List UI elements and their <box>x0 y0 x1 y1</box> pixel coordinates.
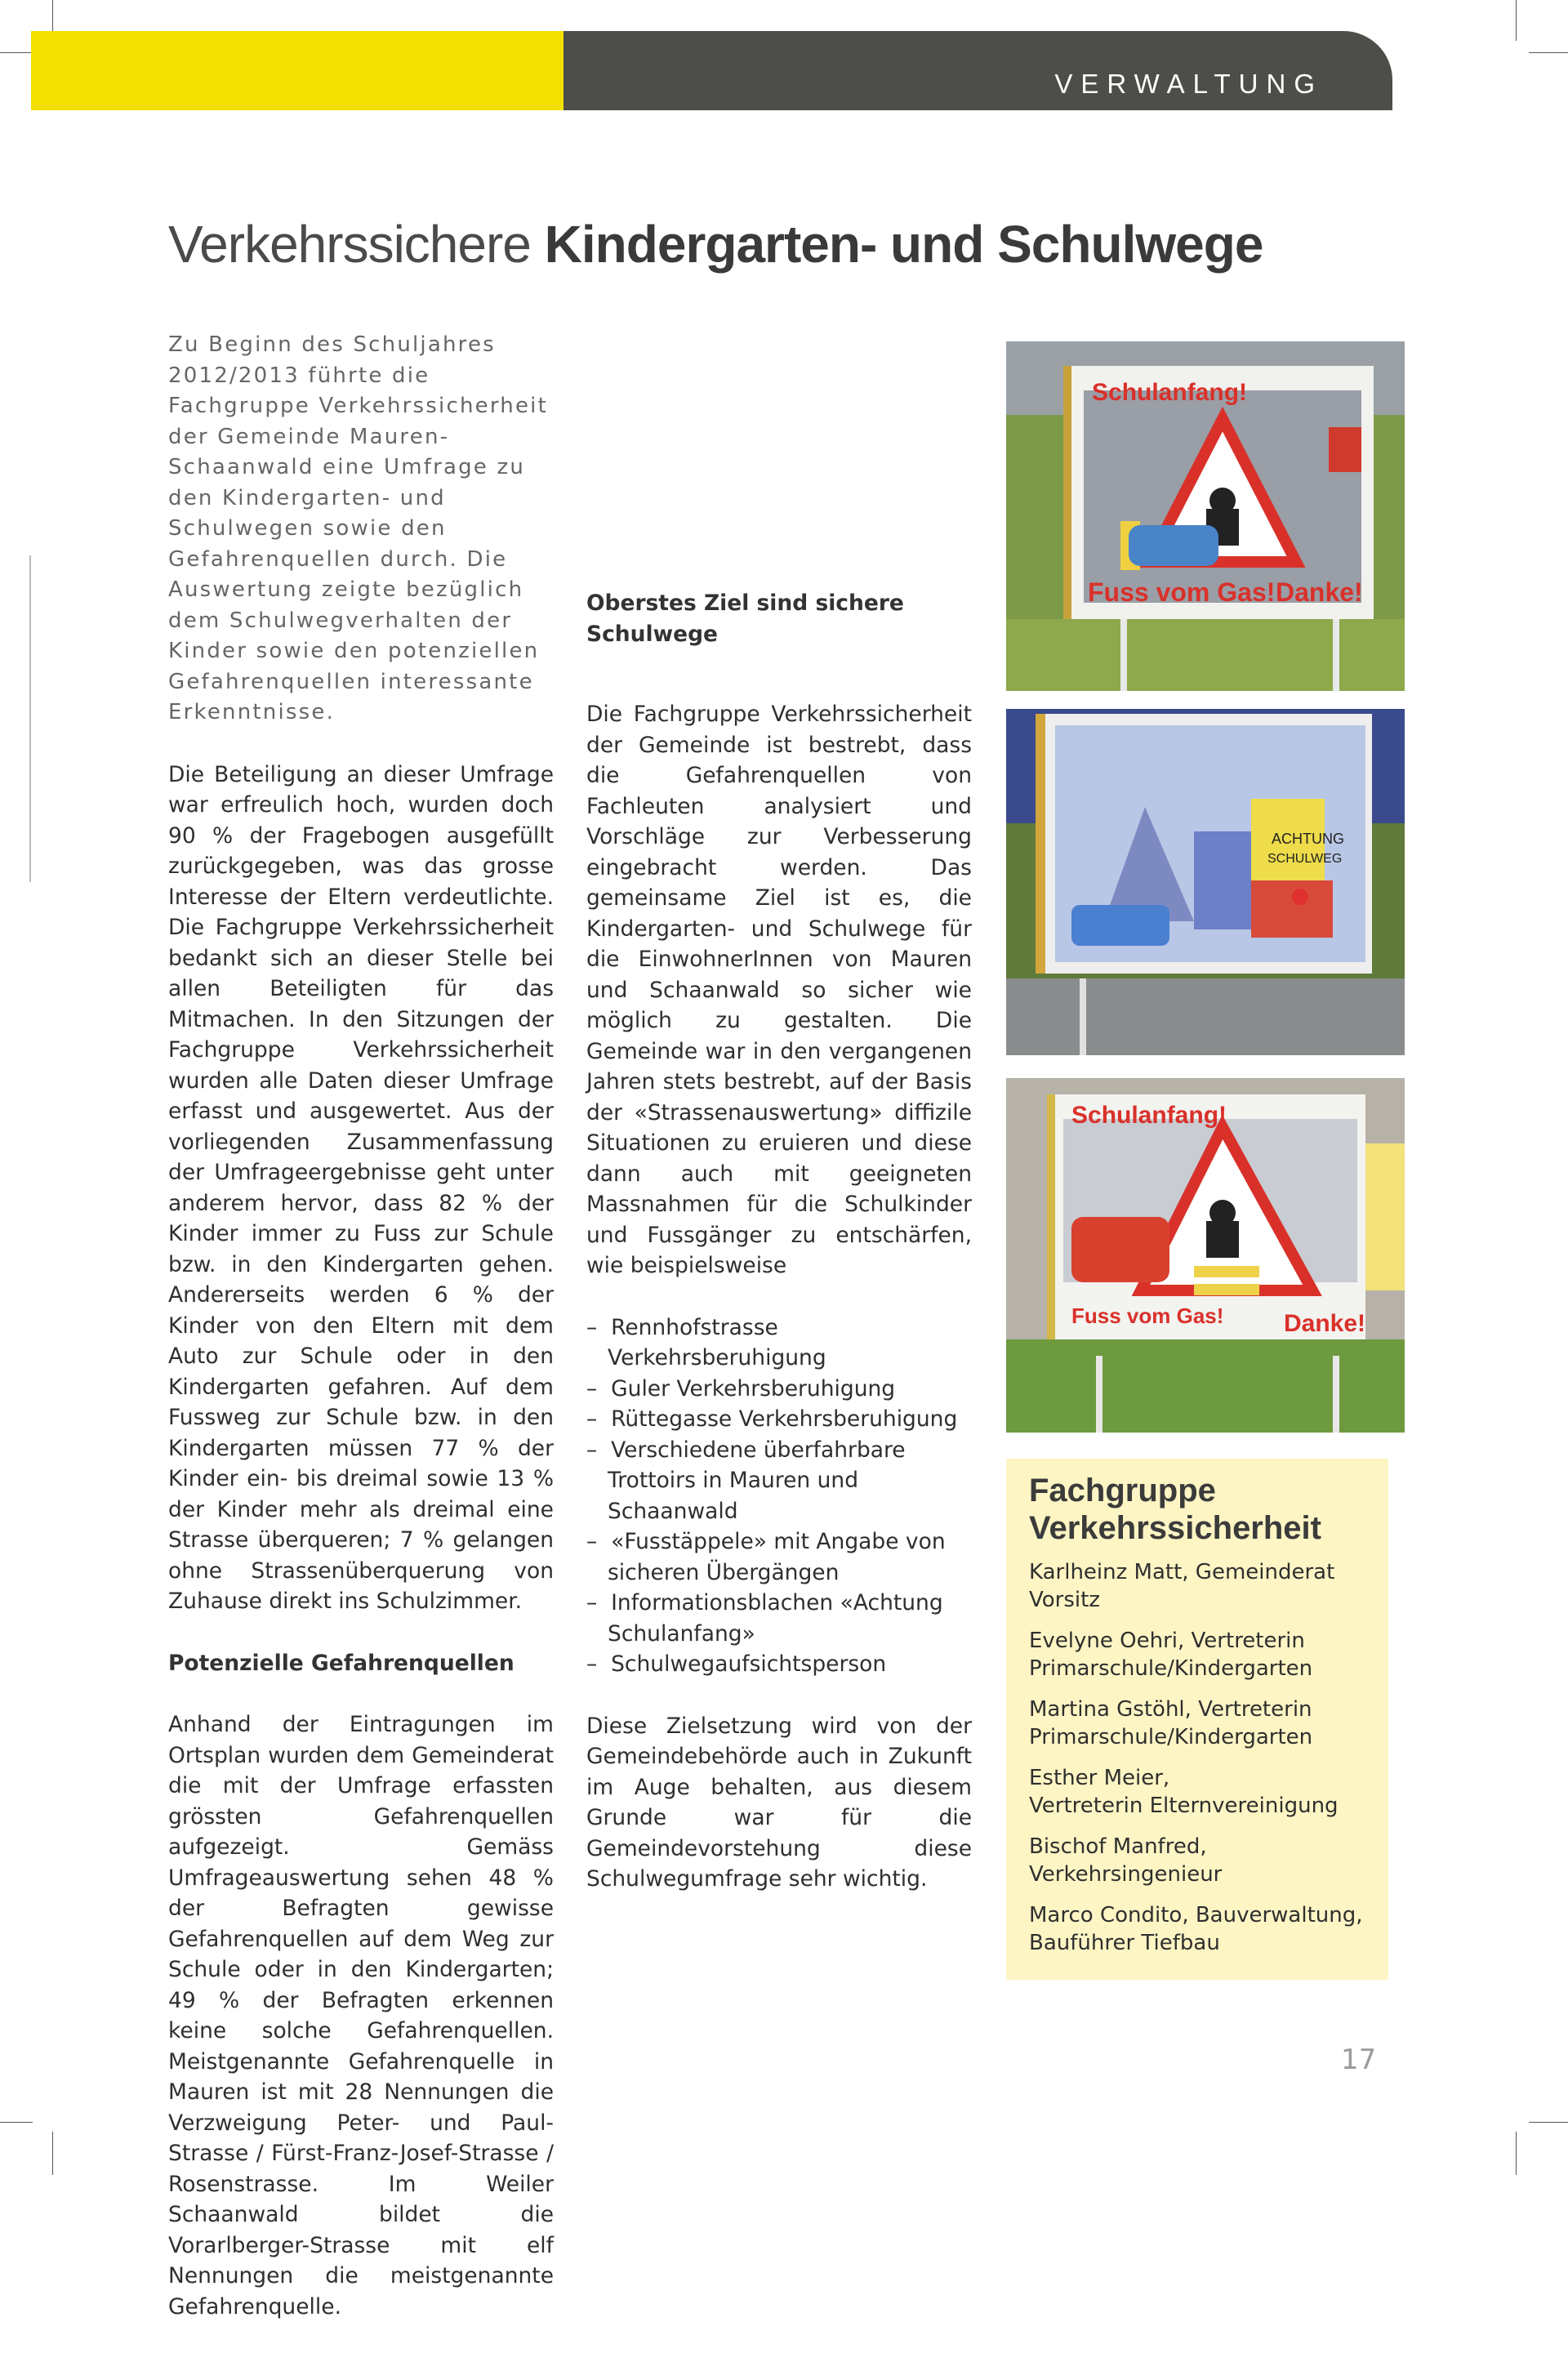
list-item: – Guler Verkehrsberuhigung <box>586 1374 972 1405</box>
crop-mark <box>1516 2132 1517 2175</box>
measures-list <box>586 1312 972 1680</box>
sign-top-text: Schulanfang! <box>1071 1102 1227 1129</box>
page-title <box>168 214 1263 274</box>
member-role: Vertreterin Elternvereinigung <box>1029 1794 1339 1818</box>
member-name: Evelyne Oehri, Vertreterin <box>1029 1629 1305 1653</box>
member-role: Primarschule/Kindergarten <box>1029 1725 1313 1749</box>
body-paragraph: Anhand der Eintragungen im Ortsplan wurden dem Gemeinderat die mit der Umfrage erfassten grössten Gefahrenquellen aufgezeigt. Gemäss Umfrageauswertung sehen 48 % der Befragten gewisse Gefahrenquellen auf dem Weg zur Schule oder in den Kindergarten; 49 % der Befragten erkennen keine solche Gefahrenquellen. Meistgenannte Gefahrenquelle in Mauren ist mit 28 Nennungen die Verzweigung Peter- und Paul-Strasse / Fürst-Franz-Josef-Strasse / Rosenstrasse. Im Weiler Schaanwald bildet die Vorarlberger-Strasse mit elf Nennungen die meistgenannte Gefahrenquelle. <box>168 1712 554 2320</box>
member-entry <box>1029 1764 1388 1820</box>
member-name: Martina Gstöhl, Vertreterin <box>1029 1697 1312 1722</box>
photo-school-start-sign-1 <box>1006 341 1405 691</box>
text-column-1 <box>168 330 554 2353</box>
member-entry <box>1029 1833 1388 1888</box>
member-role: Primarschule/Kindergarten <box>1029 1656 1313 1681</box>
member-entry <box>1029 1901 1388 1957</box>
sign-illustration <box>1006 341 1405 691</box>
member-name: Karlheinz Matt, Gemeinderat <box>1029 1560 1335 1584</box>
list-item: – Rüttegasse Verkehrsberuhigung <box>586 1404 972 1435</box>
body-paragraph: Die Beteiligung an dieser Umfrage war erfreulich hoch, wurden doch 90 % der Fragebogen ausgefüllt zurückgegeben, was das grosse Interesse der Eltern verdeutlichte. Die Fachgruppe Verkehrssicherheit bedankt sich an dieser Stelle bei allen Beteiligten für das Mitmachen. In den Sitzungen der Fachgruppe Verkehrssicherheit wurden alle Daten dieser Umfrage erfasst und ausgewertet. Aus der vorliegenden Zusammenfassung der Umfrageergebnisse geht unter anderem hervor, dass 82 % der Kinder immer zu Fuss zur Schule bzw. in den Kindergarten gehen. Andererseits werden 6 % der Kinder von den Eltern mit dem Auto zur Schule oder in den Kindergarten gefahren. Auf dem Fussweg zur Schule bzw. in den Kindergarten müssen 77 % der Kinder ein- bis dreimal sowie 13 % der Kinder mehr als dreimal eine Strasse überqueren; 7 % gelangen ohne Strassenüberquerung von Zuhause direkt ins Schulzimmer. <box>168 761 554 1614</box>
sign-text-line2: SCHULWEG <box>1267 852 1343 866</box>
member-name: Esther Meier, <box>1029 1766 1170 1790</box>
members-box <box>1006 1459 1388 1980</box>
list-item: – «Fusstäppele» mit Angabe von sicheren Übergängen <box>586 1526 972 1588</box>
member-role: Verkehrsingenieur <box>1029 1862 1223 1887</box>
member-name: Marco Condito, Bauverwaltung, <box>1029 1903 1363 1927</box>
sign-bottom-right-text: Danke! <box>1276 577 1363 607</box>
intro-paragraph: Zu Beginn des Schuljahres 2012/2013 führte die Fachgruppe Verkehrssicherheit der Gemeinde Mauren-Schaanwald eine Umfrage zu den Kindergarten- und Schulwegen sowie den Gefahrenquellen durch. Die Auswertung zeigte bezüglich dem Schulwegverhalten der Kinder sowie den potenziellen Gefahrenquellen interessante Erkenntnisse. <box>168 332 548 724</box>
crop-mark <box>0 2122 33 2123</box>
list-item: – Schulwegaufsichtsperson <box>586 1649 972 1680</box>
sign-bottom-left-text: Fuss vom Gas! <box>1071 1304 1224 1328</box>
list-item: – Informationsblachen «Achtung Schulanfang» <box>586 1588 972 1649</box>
crop-mark <box>1529 2122 1568 2123</box>
crop-mark <box>1529 52 1568 53</box>
header-yellow-band <box>31 31 564 110</box>
member-name: Bischof Manfred, <box>1029 1834 1207 1859</box>
margin-line <box>29 555 31 882</box>
body-paragraph: Die Fachgruppe Verkehrssicherheit der Gemeinde ist bestrebt, dass die Gefahrenquellen von Fachleuten analysiert und Vorschläge zur Verbesserung eingebracht werden. Das gemeinsame Ziel ist es, die Kindergarten- und Schulwege für die EinwohnerInnen von Mauren und Schaanwald so sicher wie möglich zu gestalten. Die Gemeinde war in den vergangenen Jahren stets bestrebt, auf der Basis der «Strassenauswertung» diffizile Situationen zu eruieren und diese dann auch mit geeigneten Massnahmen für die Schulkinder und Fussgänger zu entschärfen, wie beispielsweise <box>586 702 972 1278</box>
crop-mark <box>0 52 33 53</box>
photo-school-start-sign-2 <box>1006 1078 1405 1433</box>
section-label: VERWALTUNG <box>1054 69 1323 99</box>
sign-illustration <box>1006 1078 1405 1433</box>
member-entry <box>1029 1558 1388 1614</box>
sign-illustration <box>1006 709 1405 1055</box>
member-role: Bauführer Tiefbau <box>1029 1931 1220 1955</box>
list-item: – Verschiedene überfahrbare Trottoirs in Mauren und Schaanwald <box>586 1435 972 1527</box>
member-entry <box>1029 1627 1388 1682</box>
subheading: Oberstes Ziel sind sichere Schulwege <box>586 590 904 647</box>
subheading: Potenzielle Gefahrenquellen <box>168 1650 514 1676</box>
body-paragraph: Diese Zielsetzung wird von der Gemeindebehörde auch in Zukunft im Auge behalten, aus diesem Grunde war für die Gemeindevorstehung diese Schulwegumfrage sehr wichtig. <box>586 1713 972 1892</box>
sign-text-line1: ACHTUNG <box>1272 831 1344 847</box>
photo-drawing-sign <box>1006 709 1405 1055</box>
title-bold: Kindergarten- und Schulwege <box>544 215 1263 274</box>
sign-bottom-right-text: Danke! <box>1284 1310 1366 1337</box>
page-number: 17 <box>1341 2043 1377 2076</box>
text-column-2-body <box>586 699 972 1926</box>
members-box-title: Fachgruppe Verkehrssicherheit <box>1029 1473 1321 1546</box>
list-item: – Rennhofstrasse Verkehrsberuhigung <box>586 1312 972 1374</box>
crop-mark <box>1516 0 1517 41</box>
sign-top-text: Schulanfang! <box>1092 379 1248 406</box>
member-role: Vorsitz <box>1029 1588 1100 1612</box>
member-entry <box>1029 1696 1388 1751</box>
sign-bottom-left-text: Fuss vom Gas! <box>1088 577 1276 607</box>
crop-mark <box>52 2132 53 2175</box>
title-light: Verkehrssichere <box>168 215 545 274</box>
